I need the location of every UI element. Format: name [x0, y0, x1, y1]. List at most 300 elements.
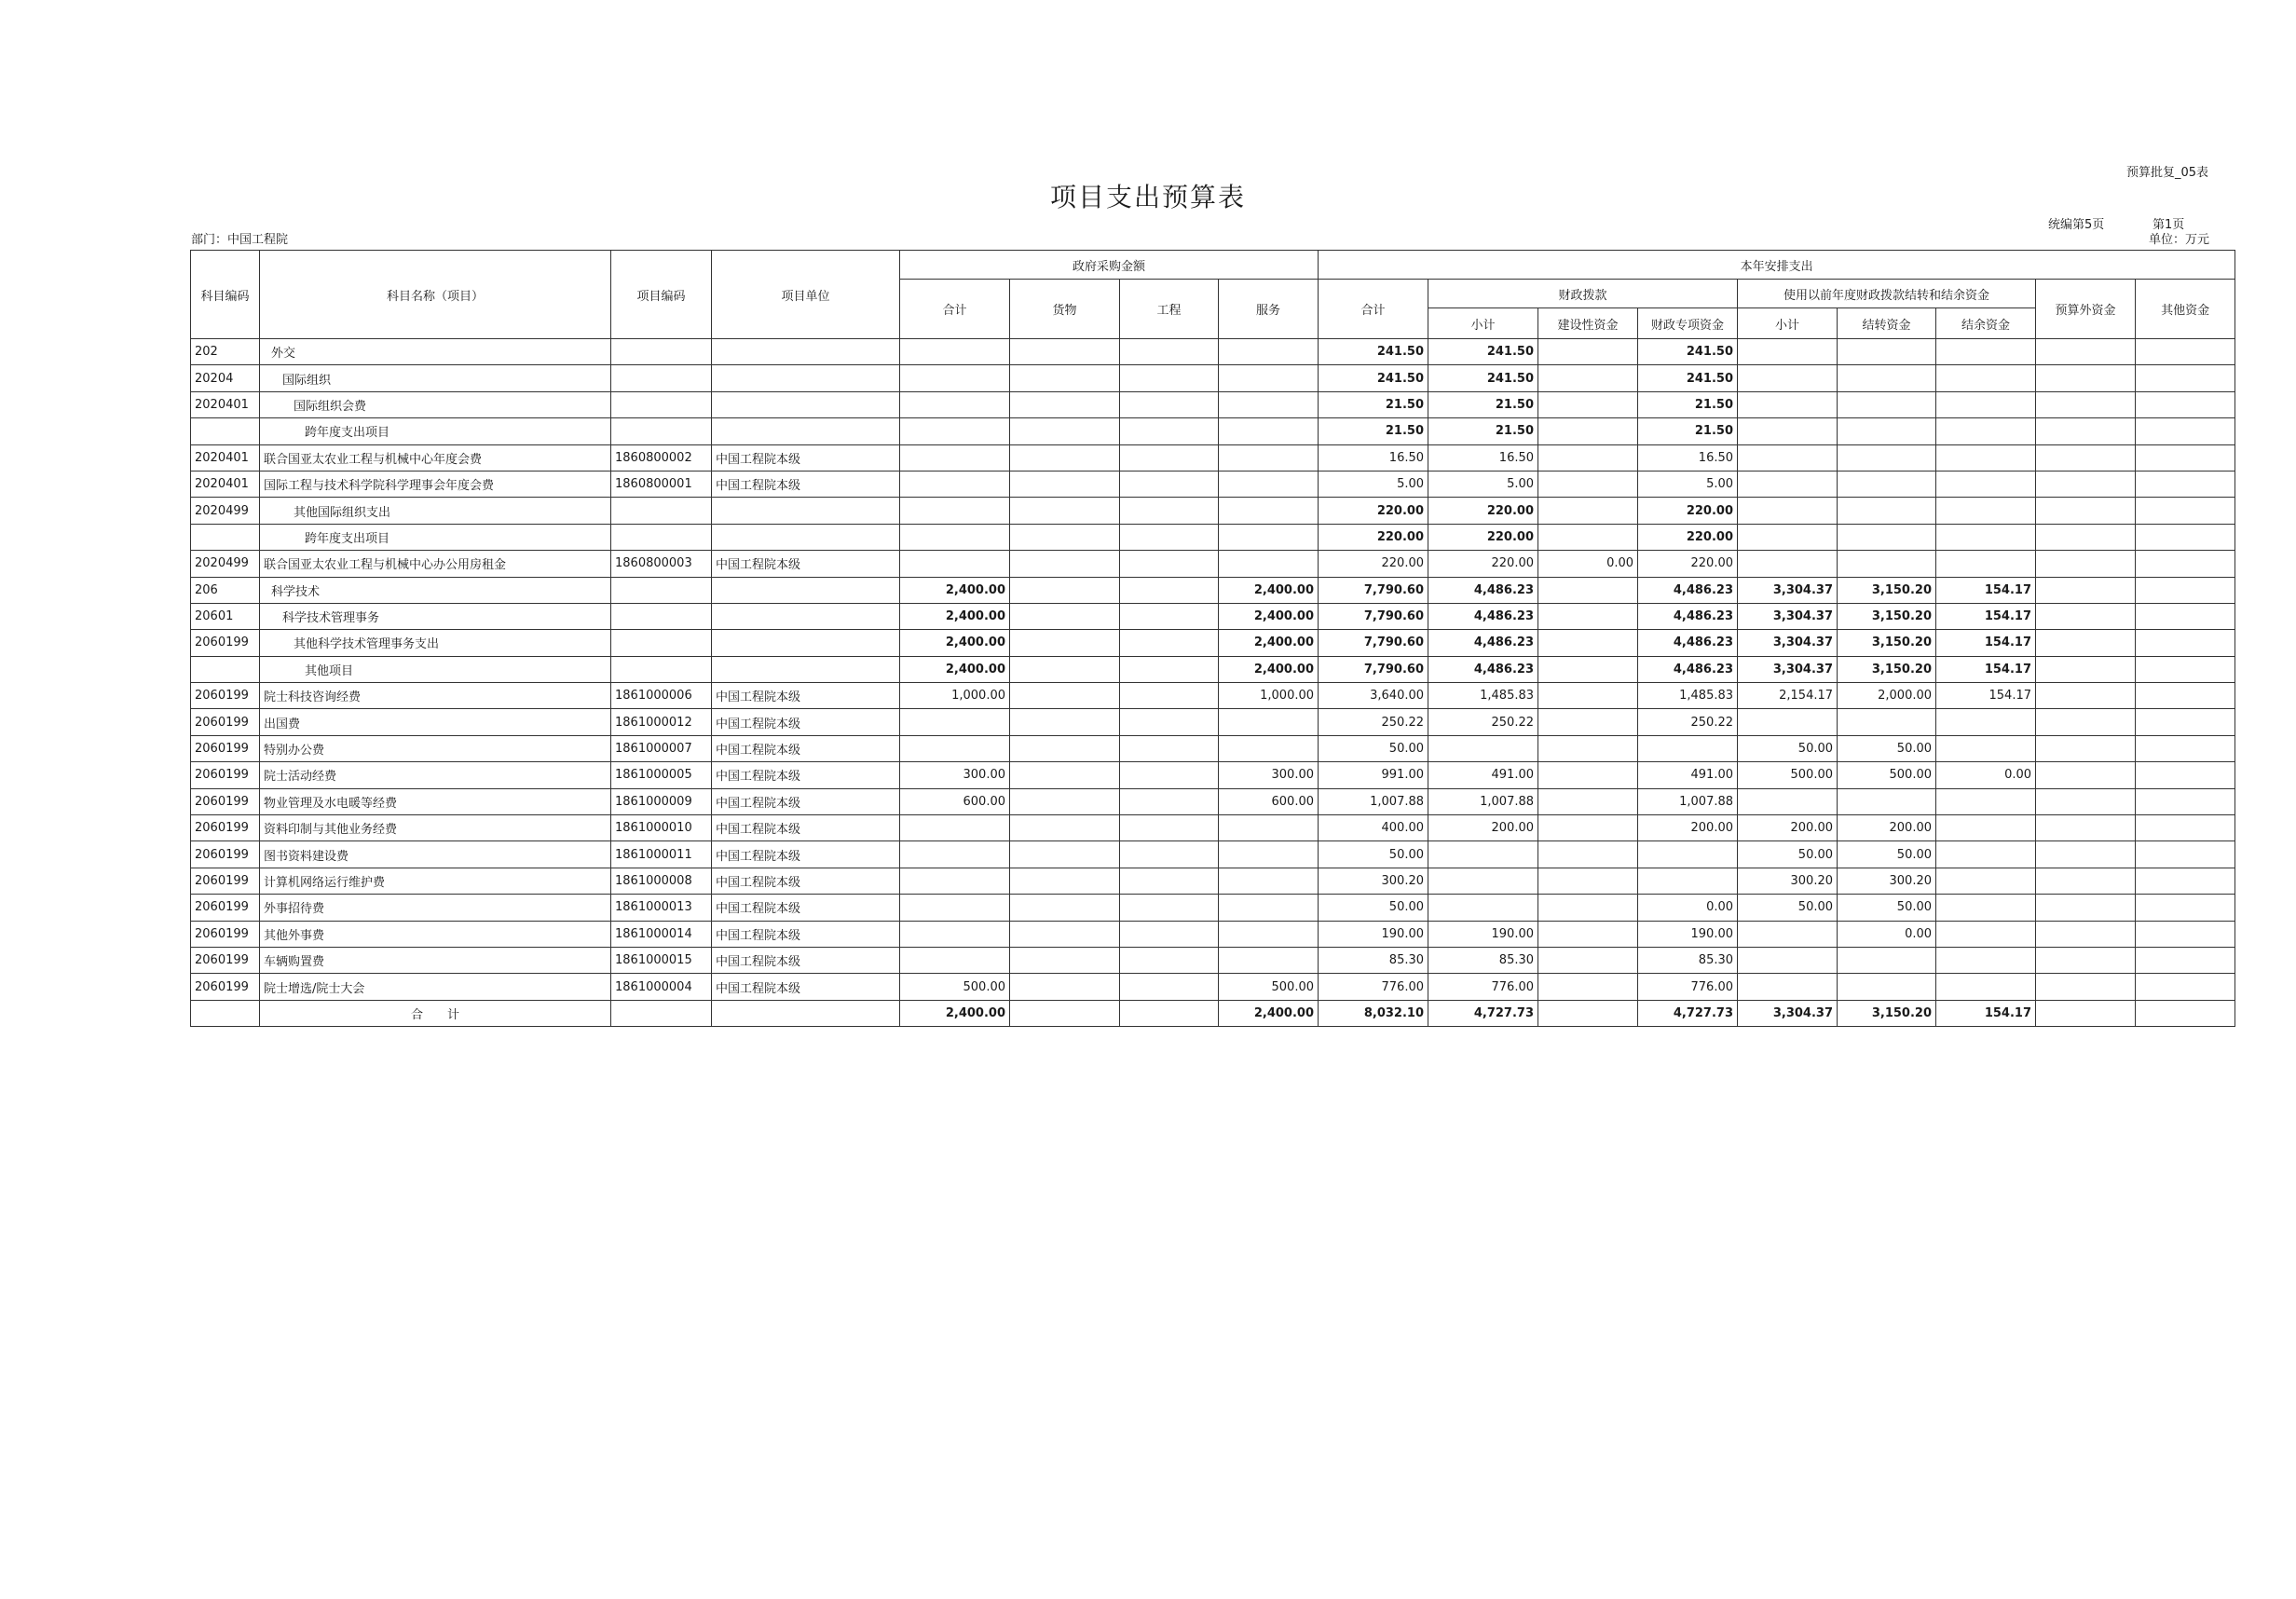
fiscal-special-cell: 0.00 [1638, 895, 1738, 921]
extra-budget-cell [2036, 868, 2136, 894]
total-gp-engineering [1120, 1000, 1219, 1026]
project-unit-cell [712, 339, 900, 365]
gp-goods-cell [1010, 815, 1120, 841]
table-row [191, 709, 2235, 735]
ty-total-cell: 16.50 [1319, 444, 1428, 471]
gp-total-cell [900, 524, 1010, 550]
extra-budget-cell [2036, 339, 2136, 365]
subject-code-cell [191, 418, 260, 444]
prior-surplus-cell: 154.17 [1936, 577, 2036, 603]
project-code-cell: 1861000004 [611, 974, 712, 1000]
subject-code-cell: 20601 [191, 603, 260, 629]
project-code-cell: 1861000012 [611, 709, 712, 735]
gp-goods-cell [1010, 471, 1120, 497]
fiscal-construction-cell [1538, 841, 1638, 868]
project-code-cell: 1860800002 [611, 444, 712, 471]
prior-subtotal-cell [1738, 339, 1838, 365]
fiscal-construction-cell [1538, 603, 1638, 629]
gp-goods-cell [1010, 339, 1120, 365]
fiscal-construction-cell [1538, 444, 1638, 471]
extra-budget-cell [2036, 391, 2136, 417]
header-gp-services: 服务 [1219, 280, 1319, 339]
gp-goods-cell [1010, 709, 1120, 735]
subject-name-cell: 外交 [260, 339, 611, 365]
other-funds-cell [2136, 788, 2235, 814]
fiscal-construction-cell [1538, 709, 1638, 735]
table-row [191, 577, 2235, 603]
subject-code-cell: 2060199 [191, 709, 260, 735]
other-funds-cell [2136, 683, 2235, 709]
gp-services-cell [1219, 444, 1319, 471]
extra-budget-cell [2036, 974, 2136, 1000]
gp-engineering-cell [1120, 709, 1219, 735]
project-unit-cell [712, 418, 900, 444]
gp-total-cell: 2,400.00 [900, 603, 1010, 629]
project-code-cell [611, 577, 712, 603]
gp-services-cell [1219, 947, 1319, 973]
project-code-cell [611, 391, 712, 417]
total-fiscal-subtotal: 4,727.73 [1428, 1000, 1538, 1026]
prior-subtotal-cell [1738, 709, 1838, 735]
ty-total-cell: 50.00 [1319, 841, 1428, 868]
total-prior-carryover: 3,150.20 [1838, 1000, 1936, 1026]
fiscal-special-cell: 85.30 [1638, 947, 1738, 973]
extra-budget-cell [2036, 551, 2136, 577]
ty-total-cell: 241.50 [1319, 365, 1428, 391]
ty-total-cell: 3,640.00 [1319, 683, 1428, 709]
gp-services-cell [1219, 735, 1319, 761]
ty-total-cell: 50.00 [1319, 895, 1428, 921]
table-row [191, 498, 2235, 524]
fiscal-construction-cell [1538, 365, 1638, 391]
gp-total-cell [900, 471, 1010, 497]
gp-total-cell: 2,400.00 [900, 656, 1010, 682]
gp-engineering-cell [1120, 788, 1219, 814]
gp-engineering-cell [1120, 603, 1219, 629]
fiscal-special-cell: 491.00 [1638, 762, 1738, 788]
other-funds-cell [2136, 391, 2235, 417]
project-unit-cell: 中国工程院本级 [712, 815, 900, 841]
extra-budget-cell [2036, 895, 2136, 921]
fiscal-subtotal-cell [1428, 735, 1538, 761]
ty-total-cell: 250.22 [1319, 709, 1428, 735]
prior-subtotal-cell: 3,304.37 [1738, 603, 1838, 629]
project-code-cell: 1861000010 [611, 815, 712, 841]
subject-code-cell: 2060199 [191, 683, 260, 709]
project-unit-cell: 中国工程院本级 [712, 471, 900, 497]
fiscal-construction-cell [1538, 947, 1638, 973]
gp-services-cell [1219, 418, 1319, 444]
prior-surplus-cell [1936, 947, 2036, 973]
project-unit-cell: 中国工程院本级 [712, 551, 900, 577]
subject-code-cell: 2060199 [191, 921, 260, 947]
subject-name-cell: 图书资料建设费 [260, 841, 611, 868]
prior-surplus-cell: 154.17 [1936, 630, 2036, 656]
extra-budget-cell [2036, 418, 2136, 444]
prior-subtotal-cell [1738, 444, 1838, 471]
fiscal-special-cell: 250.22 [1638, 709, 1738, 735]
subject-name-cell: 国际组织会费 [260, 391, 611, 417]
extra-budget-cell [2036, 498, 2136, 524]
gp-services-cell [1219, 498, 1319, 524]
gp-engineering-cell [1120, 471, 1219, 497]
gp-engineering-cell [1120, 365, 1219, 391]
other-funds-cell [2136, 603, 2235, 629]
project-unit-cell: 中国工程院本级 [712, 895, 900, 921]
gp-services-cell [1219, 868, 1319, 894]
table-row [191, 683, 2235, 709]
table-row [191, 418, 2235, 444]
subject-name-cell: 其他国际组织支出 [260, 498, 611, 524]
gp-goods-cell [1010, 921, 1120, 947]
fiscal-construction-cell [1538, 868, 1638, 894]
prior-surplus-cell: 0.00 [1936, 762, 2036, 788]
total-gp-goods [1010, 1000, 1120, 1026]
gp-goods-cell [1010, 656, 1120, 682]
gp-goods-cell [1010, 391, 1120, 417]
prior-surplus-cell [1936, 339, 2036, 365]
other-funds-cell [2136, 895, 2235, 921]
fiscal-subtotal-cell: 241.50 [1428, 365, 1538, 391]
ty-total-cell: 50.00 [1319, 735, 1428, 761]
gp-engineering-cell [1120, 498, 1219, 524]
project-unit-cell: 中国工程院本级 [712, 735, 900, 761]
form-code: 预算批复_05表 [2126, 166, 2209, 180]
gp-services-cell [1219, 471, 1319, 497]
fiscal-subtotal-cell: 200.00 [1428, 815, 1538, 841]
project-code-cell [611, 524, 712, 550]
other-funds-cell [2136, 815, 2235, 841]
gp-services-cell [1219, 709, 1319, 735]
project-code-cell [611, 498, 712, 524]
subject-name-cell: 其他科学技术管理事务支出 [260, 630, 611, 656]
prior-carryover-cell: 0.00 [1838, 921, 1936, 947]
ty-total-cell: 400.00 [1319, 815, 1428, 841]
project-code-cell: 1861000005 [611, 762, 712, 788]
prior-subtotal-cell: 3,304.37 [1738, 630, 1838, 656]
gp-engineering-cell [1120, 630, 1219, 656]
other-funds-cell [2136, 921, 2235, 947]
fiscal-subtotal-cell: 220.00 [1428, 551, 1538, 577]
project-unit-cell: 中国工程院本级 [712, 921, 900, 947]
prior-surplus-cell [1936, 391, 2036, 417]
fiscal-construction-cell [1538, 895, 1638, 921]
fiscal-subtotal-cell: 220.00 [1428, 498, 1538, 524]
ty-total-cell: 21.50 [1319, 418, 1428, 444]
project-unit-cell [712, 524, 900, 550]
gp-total-cell [900, 841, 1010, 868]
subject-code-cell: 2060199 [191, 630, 260, 656]
header-gp-goods: 货物 [1010, 280, 1120, 339]
gp-engineering-cell [1120, 868, 1219, 894]
header-prior-subtotal: 小计 [1738, 308, 1838, 339]
subject-code-cell: 2020401 [191, 444, 260, 471]
fiscal-subtotal-cell: 241.50 [1428, 339, 1538, 365]
other-funds-cell [2136, 418, 2235, 444]
gp-engineering-cell [1120, 551, 1219, 577]
fiscal-construction-cell [1538, 788, 1638, 814]
prior-carryover-cell: 3,150.20 [1838, 577, 1936, 603]
gp-engineering-cell [1120, 418, 1219, 444]
fiscal-special-cell [1638, 735, 1738, 761]
total-label: 合 计 [260, 1000, 611, 1026]
fiscal-subtotal-cell: 5.00 [1428, 471, 1538, 497]
gp-goods-cell [1010, 868, 1120, 894]
fiscal-subtotal-cell: 776.00 [1428, 974, 1538, 1000]
project-unit-cell [712, 630, 900, 656]
table-row [191, 815, 2235, 841]
unit-label: 单位：万元 [2149, 233, 2210, 247]
extra-budget-cell [2036, 947, 2136, 973]
gp-total-cell [900, 895, 1010, 921]
other-funds-cell [2136, 339, 2235, 365]
table-row [191, 444, 2235, 471]
fiscal-construction-cell [1538, 471, 1638, 497]
fiscal-special-cell: 241.50 [1638, 339, 1738, 365]
fiscal-special-cell: 21.50 [1638, 391, 1738, 417]
subject-code-cell: 2020401 [191, 391, 260, 417]
prior-surplus-cell [1936, 709, 2036, 735]
other-funds-cell [2136, 709, 2235, 735]
extra-budget-cell [2036, 788, 2136, 814]
project-unit-cell: 中国工程院本级 [712, 974, 900, 1000]
gp-total-cell: 1,000.00 [900, 683, 1010, 709]
fiscal-construction-cell [1538, 974, 1638, 1000]
gp-services-cell: 2,400.00 [1219, 577, 1319, 603]
gp-services-cell: 300.00 [1219, 762, 1319, 788]
prior-carryover-cell [1838, 788, 1936, 814]
fiscal-subtotal-cell: 190.00 [1428, 921, 1538, 947]
ty-total-cell: 7,790.60 [1319, 630, 1428, 656]
project-code-cell: 1861000014 [611, 921, 712, 947]
total-prior-subtotal: 3,304.37 [1738, 1000, 1838, 1026]
gp-engineering-cell [1120, 524, 1219, 550]
fiscal-construction-cell [1538, 391, 1638, 417]
fiscal-construction-cell [1538, 656, 1638, 682]
gp-services-cell [1219, 551, 1319, 577]
project-code-cell [611, 630, 712, 656]
gp-total-cell [900, 418, 1010, 444]
prior-subtotal-cell: 300.20 [1738, 868, 1838, 894]
gp-total-cell [900, 815, 1010, 841]
subject-code-cell: 2060199 [191, 974, 260, 1000]
other-funds-cell [2136, 444, 2235, 471]
total-row [191, 1000, 2235, 1026]
prior-carryover-cell: 3,150.20 [1838, 656, 1936, 682]
ty-total-cell: 300.20 [1319, 868, 1428, 894]
ty-total-cell: 7,790.60 [1319, 603, 1428, 629]
prior-carryover-cell: 50.00 [1838, 895, 1936, 921]
fiscal-construction-cell: 0.00 [1538, 551, 1638, 577]
project-code-cell: 1860800003 [611, 551, 712, 577]
other-funds-cell [2136, 551, 2235, 577]
gp-total-cell [900, 709, 1010, 735]
subject-code-cell: 202 [191, 339, 260, 365]
extra-budget-cell [2036, 735, 2136, 761]
gp-goods-cell [1010, 974, 1120, 1000]
prior-carryover-cell [1838, 418, 1936, 444]
gp-total-cell [900, 551, 1010, 577]
gp-services-cell [1219, 815, 1319, 841]
prior-surplus-cell [1936, 815, 2036, 841]
prior-surplus-cell [1936, 841, 2036, 868]
other-funds-cell [2136, 630, 2235, 656]
gp-total-cell: 2,400.00 [900, 630, 1010, 656]
prior-subtotal-cell: 3,304.37 [1738, 656, 1838, 682]
fiscal-subtotal-cell [1428, 841, 1538, 868]
subject-name-cell: 外事招待费 [260, 895, 611, 921]
subject-name-cell: 其他项目 [260, 656, 611, 682]
gp-services-cell: 2,400.00 [1219, 603, 1319, 629]
gp-engineering-cell [1120, 815, 1219, 841]
subject-code-cell: 2060199 [191, 895, 260, 921]
gp-goods-cell [1010, 683, 1120, 709]
subject-name-cell: 计算机网络运行维护费 [260, 868, 611, 894]
fiscal-subtotal-cell: 4,486.23 [1428, 656, 1538, 682]
fiscal-subtotal-cell [1428, 868, 1538, 894]
project-code-cell [611, 603, 712, 629]
prior-subtotal-cell [1738, 524, 1838, 550]
fiscal-special-cell: 4,486.23 [1638, 577, 1738, 603]
gp-engineering-cell [1120, 921, 1219, 947]
table-row [191, 841, 2235, 868]
prior-carryover-cell: 50.00 [1838, 735, 1936, 761]
table-row [191, 471, 2235, 497]
ty-total-cell: 991.00 [1319, 762, 1428, 788]
prior-surplus-cell [1936, 418, 2036, 444]
fiscal-construction-cell [1538, 339, 1638, 365]
subject-code-cell: 2060199 [191, 762, 260, 788]
subject-name-cell: 车辆购置费 [260, 947, 611, 973]
project-unit-cell: 中国工程院本级 [712, 683, 900, 709]
fiscal-construction-cell [1538, 762, 1638, 788]
fiscal-subtotal-cell [1428, 895, 1538, 921]
extra-budget-cell [2036, 577, 2136, 603]
gp-total-cell: 600.00 [900, 788, 1010, 814]
header-fiscal: 财政拨款 [1428, 280, 1738, 308]
fiscal-subtotal-cell: 4,486.23 [1428, 603, 1538, 629]
subject-code-cell [191, 524, 260, 550]
project-unit-cell: 中国工程院本级 [712, 841, 900, 868]
prior-surplus-cell [1936, 471, 2036, 497]
ty-total-cell: 85.30 [1319, 947, 1428, 973]
extra-budget-cell [2036, 921, 2136, 947]
prior-surplus-cell: 154.17 [1936, 603, 2036, 629]
fiscal-special-cell: 776.00 [1638, 974, 1738, 1000]
gp-engineering-cell [1120, 762, 1219, 788]
project-code-cell [611, 365, 712, 391]
other-funds-cell [2136, 365, 2235, 391]
total-code-cell [191, 1000, 260, 1026]
project-unit-cell: 中国工程院本级 [712, 868, 900, 894]
gp-services-cell [1219, 921, 1319, 947]
fiscal-special-cell: 220.00 [1638, 551, 1738, 577]
total-other-funds [2136, 1000, 2235, 1026]
fiscal-special-cell: 190.00 [1638, 921, 1738, 947]
prior-subtotal-cell [1738, 471, 1838, 497]
project-code-cell: 1861000009 [611, 788, 712, 814]
subject-code-cell: 2060199 [191, 841, 260, 868]
fiscal-subtotal-cell: 491.00 [1428, 762, 1538, 788]
subject-code-cell: 2020499 [191, 498, 260, 524]
gp-services-cell [1219, 391, 1319, 417]
gp-engineering-cell [1120, 444, 1219, 471]
gp-goods-cell [1010, 735, 1120, 761]
gp-total-cell [900, 947, 1010, 973]
other-funds-cell [2136, 656, 2235, 682]
extra-budget-cell [2036, 630, 2136, 656]
gp-total-cell [900, 365, 1010, 391]
subject-name-cell: 跨年度支出项目 [260, 524, 611, 550]
fiscal-construction-cell [1538, 630, 1638, 656]
gp-engineering-cell [1120, 735, 1219, 761]
ty-total-cell: 1,007.88 [1319, 788, 1428, 814]
fiscal-construction-cell [1538, 921, 1638, 947]
subject-code-cell: 20204 [191, 365, 260, 391]
other-funds-cell [2136, 762, 2235, 788]
ty-total-cell: 220.00 [1319, 551, 1428, 577]
gp-engineering-cell [1120, 974, 1219, 1000]
project-unit-cell: 中国工程院本级 [712, 788, 900, 814]
fiscal-special-cell [1638, 841, 1738, 868]
prior-surplus-cell [1936, 868, 2036, 894]
fiscal-special-cell: 4,486.23 [1638, 603, 1738, 629]
prior-surplus-cell [1936, 444, 2036, 471]
prior-subtotal-cell: 50.00 [1738, 735, 1838, 761]
prior-surplus-cell [1936, 735, 2036, 761]
extra-budget-cell [2036, 471, 2136, 497]
other-funds-cell [2136, 524, 2235, 550]
total-fiscal-special: 4,727.73 [1638, 1000, 1738, 1026]
fiscal-construction-cell [1538, 683, 1638, 709]
extra-budget-cell [2036, 762, 2136, 788]
subject-name-cell: 国际工程与技术科学院科学理事会年度会费 [260, 471, 611, 497]
project-unit-cell: 中国工程院本级 [712, 709, 900, 735]
subject-code-cell: 2060199 [191, 868, 260, 894]
total-ty-total: 8,032.10 [1319, 1000, 1428, 1026]
header-prior: 使用以前年度财政拨款结转和结余资金 [1738, 280, 2036, 308]
subject-name-cell: 联合国亚太农业工程与机械中心年度会费 [260, 444, 611, 471]
header-prior-surplus: 结余资金 [1936, 308, 2036, 339]
fiscal-special-cell: 241.50 [1638, 365, 1738, 391]
prior-carryover-cell: 3,150.20 [1838, 603, 1936, 629]
fiscal-construction-cell [1538, 524, 1638, 550]
gp-total-cell [900, 391, 1010, 417]
other-funds-cell [2136, 577, 2235, 603]
ty-total-cell: 5.00 [1319, 471, 1428, 497]
fiscal-special-cell: 5.00 [1638, 471, 1738, 497]
total-gp-total: 2,400.00 [900, 1000, 1010, 1026]
fiscal-special-cell [1638, 868, 1738, 894]
gp-goods-cell [1010, 603, 1120, 629]
header-project-unit: 项目单位 [712, 251, 900, 339]
fiscal-construction-cell [1538, 735, 1638, 761]
header-extra-budget: 预算外资金 [2036, 280, 2136, 339]
subject-code-cell: 2060199 [191, 947, 260, 973]
table-body [191, 339, 2235, 1001]
ty-total-cell: 190.00 [1319, 921, 1428, 947]
other-funds-cell [2136, 868, 2235, 894]
table-header [191, 251, 2235, 339]
other-funds-cell [2136, 841, 2235, 868]
fiscal-construction-cell [1538, 577, 1638, 603]
gp-engineering-cell [1120, 683, 1219, 709]
prior-subtotal-cell: 50.00 [1738, 841, 1838, 868]
gp-engineering-cell [1120, 339, 1219, 365]
fiscal-subtotal-cell: 220.00 [1428, 524, 1538, 550]
prior-subtotal-cell: 200.00 [1738, 815, 1838, 841]
gp-engineering-cell [1120, 947, 1219, 973]
